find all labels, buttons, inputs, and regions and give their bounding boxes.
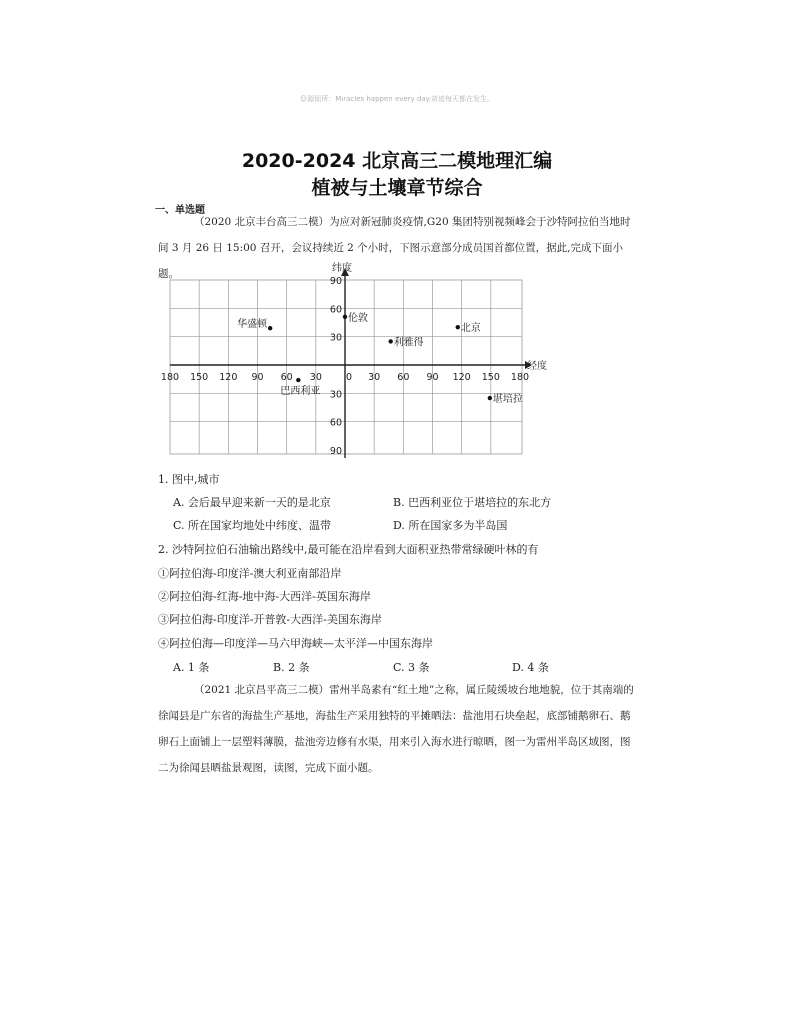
latitude-tick-label: 90 <box>329 276 342 287</box>
question-2-option-d[interactable]: D. 4 条 <box>512 661 549 674</box>
city-dot <box>296 378 300 382</box>
longitude-tick-label: 90 <box>426 372 439 383</box>
city-label: 伦敦 <box>348 312 368 324</box>
route-item-3: ③阿拉伯海-印度洋-开普敦-大西洋-美国东海岸 <box>158 613 382 626</box>
city-dot <box>488 396 492 400</box>
latitude-tick-label: 30 <box>329 332 342 344</box>
document-subtitle: 植被与土壤章节综合 <box>311 177 483 199</box>
question-2-option-b[interactable]: B. 2 条 <box>273 661 310 674</box>
longitude-tick-label: 0 <box>345 372 353 383</box>
question-1-option-a[interactable]: A. 会后最早迎来新一天的是北京 <box>173 496 331 509</box>
question-1-option-c[interactable]: C. 所在国家均地处中纬度、温带 <box>173 519 332 532</box>
question-1-option-d[interactable]: D. 所在国家多为半岛国 <box>393 519 508 532</box>
longitude-tick-label: 150 <box>481 372 500 383</box>
longitude-tick-label: 30 <box>309 372 322 383</box>
longitude-tick-label: 180 <box>160 372 180 383</box>
longitude-tick-label: 60 <box>280 372 293 383</box>
question-2-stem: 2. 沙特阿拉伯石油输出路线中,最可能在沿岸看到大面积亚热带常绿硬叶林的有 <box>158 543 539 556</box>
longitude-tick-label: 60 <box>397 372 410 383</box>
city-markers <box>237 311 523 405</box>
header-watermark-note: ☺源烦所：Miracles happen every day.奇迹每天都在发生。 <box>299 95 495 103</box>
question-1-stem: 1. 图中,城市 <box>158 473 220 486</box>
city-label: 北京 <box>460 323 481 335</box>
question-2-option-c[interactable]: C. 3 条 <box>393 661 430 674</box>
city-label: 堪培拉 <box>492 394 523 406</box>
longitude-tick-labels <box>161 372 529 383</box>
city-label: 利雅得 <box>393 337 424 349</box>
city-dot <box>456 325 460 329</box>
longitude-tick-label: 180 <box>510 372 530 383</box>
map-grid <box>170 280 522 454</box>
longitude-tick-label: 120 <box>452 372 471 383</box>
intro-1-source: （2020 北京丰台高三二模） <box>194 216 330 228</box>
intro-2-text: 雷州半岛素有“红土地”之称，属丘陵缓坡台地地貌，位于其南端的徐闻县是广东省的海盐生产基地，海盐生产采用独特的平摊晒法：盐池用石块垒起，底部铺鹅卵石、鹅卵石上面铺上一层塑料薄膜，盐池旁边修有水渠，用来引入海水进行晾晒，图一为雷州半岛区域图，图二为徐闻县晒盐景观图，读图，完成下面小题。 <box>158 684 634 774</box>
route-item-2: ②阿拉伯海-红海-地中海-大西洋-英国东海岸 <box>158 590 371 603</box>
latitude-axis-label: 纬度 <box>332 263 352 274</box>
city-dot <box>388 339 392 343</box>
route-item-4: ④阿拉伯海—印度洋—马六甲海峡—太平洋—中国东海岸 <box>158 637 433 650</box>
intro-2-source: （2021 北京昌平高三二模） <box>194 684 330 696</box>
latitude-tick-label: 30 <box>329 389 342 401</box>
city-dot <box>268 326 272 330</box>
longitude-tick-label: 90 <box>251 372 264 383</box>
city-label: 巴西利亚 <box>280 386 321 398</box>
longitude-axis-label: 经度 <box>527 361 547 372</box>
map-svg <box>160 258 560 468</box>
longitude-tick-label: 150 <box>190 372 209 383</box>
map-axes <box>170 268 532 458</box>
route-item-1: ①阿拉伯海-印度洋-澳大利亚南部沿岸 <box>158 567 342 580</box>
latitude-tick-label: 60 <box>329 304 342 316</box>
section-heading: 一、单选题 <box>155 205 205 216</box>
latitude-tick-label: 90 <box>329 446 342 457</box>
city-dot <box>343 315 347 319</box>
latitude-tick-labels <box>330 276 342 457</box>
longitude-tick-label: 120 <box>219 372 238 383</box>
longitude-tick-label: 30 <box>368 372 381 383</box>
question-1-option-b[interactable]: B. 巴西利亚位于堪培拉的东北方 <box>393 496 552 509</box>
latitude-tick-label: 60 <box>329 417 342 429</box>
question-2-option-a[interactable]: A. 1 条 <box>173 661 210 674</box>
city-label: 华盛顿 <box>237 319 268 331</box>
intro-1-text: 为应对新冠肺炎疫情,G20 集团特别视频峰会于沙特阿拉伯当地时间 3 月 26 日 15:00 召开，会议持续近 2 个小时，下图示意部分成员国首都位置，据此,完成下面小题。 <box>158 216 631 280</box>
intro-paragraph-2 <box>158 677 636 781</box>
document-title: 2020-2024 北京高三二模地理汇编 <box>241 150 553 172</box>
world-coordinate-map <box>160 258 560 468</box>
